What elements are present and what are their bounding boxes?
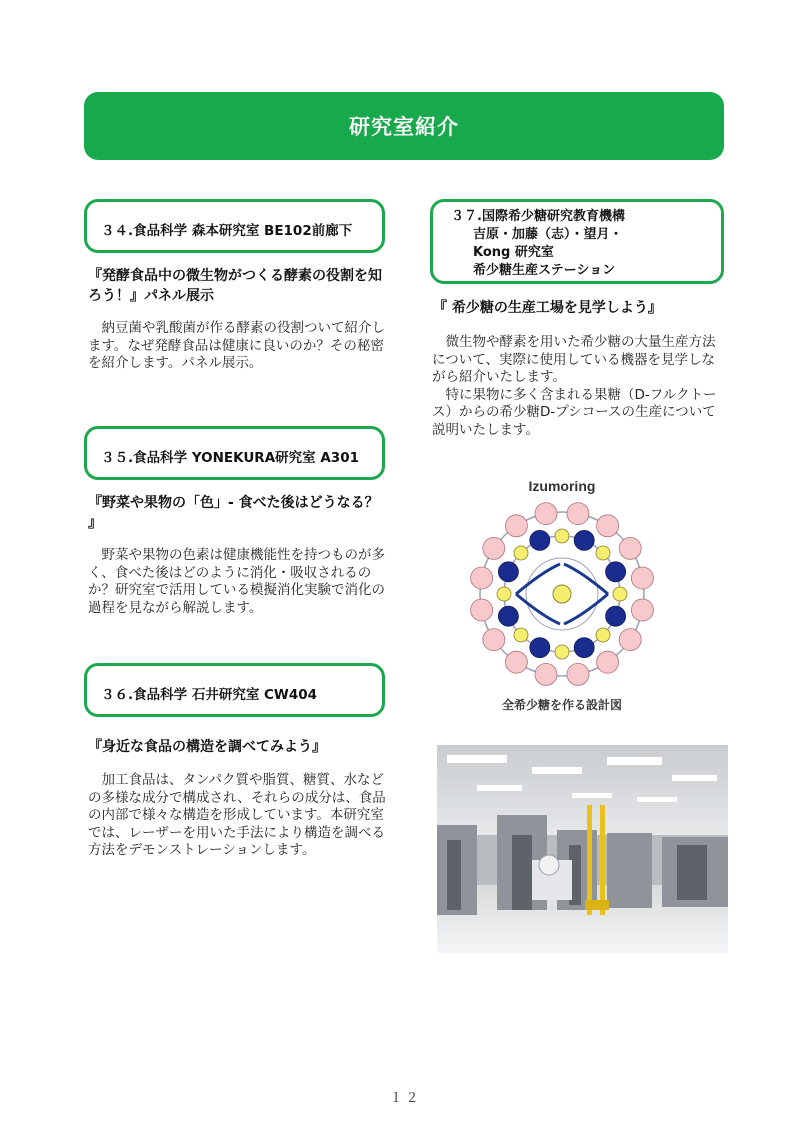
izumoring-title: Izumoring — [528, 478, 596, 494]
lab-heading-37-line1: ３７.国際希少糖研究教育機構 — [451, 209, 625, 224]
pink-node — [597, 515, 619, 537]
lab-subtitle-36: 『身近な食品の構造を調べてみよう』 — [88, 739, 326, 755]
izumoring-caption: 全希少糖を作る設計図 — [501, 698, 622, 712]
lab-description-34: 納豆菌や乳酸菌が作る酵素の役割ついて紹介します。なぜ発酵食品は健康に良いのか？その秘密を紹介します。パネル展示。 — [88, 320, 385, 371]
blue-node — [606, 562, 626, 582]
pink-node — [535, 663, 557, 685]
pink-node — [631, 567, 653, 589]
lab-heading-box-36 — [84, 663, 385, 717]
lab-description-35: 野菜や果物の色素は健康機能性を持つものが多く、食べた後はどのように消化・吸収されるのか？研究室で活用している模擬消化実験で消化の過程を見ながら解説します。 — [88, 547, 385, 616]
blue-node — [606, 606, 626, 626]
lab-heading-34: ３４.食品科学 森本研究室 BE102前廊下 — [101, 223, 353, 239]
pink-node — [597, 651, 619, 673]
blue-node — [498, 606, 518, 626]
page-number: １２ — [389, 1091, 422, 1106]
yellow-node — [596, 628, 610, 642]
lab-heading-36: ３６.食品科学 石井研究室 CW404 — [101, 687, 318, 703]
lab-heading-37-line4: 希少糖生産ステーション — [473, 263, 616, 278]
lab-heading-box-37 — [430, 199, 724, 284]
lab-heading-box-35 — [84, 426, 385, 480]
pink-node — [619, 629, 641, 651]
pink-node — [619, 537, 641, 559]
pink-node — [567, 503, 589, 525]
page-title-banner — [84, 92, 724, 160]
pink-node — [535, 503, 557, 525]
izumoring-diagram — [462, 494, 662, 694]
pink-node — [471, 567, 493, 589]
yellow-node — [555, 645, 569, 659]
yellow-node — [497, 587, 511, 601]
pink-node — [483, 629, 505, 651]
blue-node — [574, 530, 594, 550]
blue-node — [498, 562, 518, 582]
lab-heading-37-line2: 吉原・加藤（志）・望月・ — [473, 227, 623, 242]
izumoring-figure — [462, 472, 662, 717]
lab-subtitle-34: 『発酵食品中の微生物がつくる酵素の役割を知ろう！』パネル展示 — [88, 268, 382, 304]
blue-node — [530, 638, 550, 658]
lab-subtitle-35: 『野菜や果物の「色」- 食べた後はどうなる？ 』 — [88, 495, 379, 531]
lab-heading-37-line3: Kong 研究室 — [473, 245, 554, 260]
pink-node — [567, 663, 589, 685]
yellow-node — [596, 546, 610, 560]
lab-heading-35: ３５.食品科学 YONEKURA研究室 A301 — [101, 450, 359, 466]
lab-description-36: 加工食品は、タンパク質や脂質、糖質、水などの多様な成分で構成され、それらの成分は、食品の内部で様々な構造を形成しています。本研究室では、レーザーを用いた手法により構造を調べる方法をデモンストレーションします。 — [88, 772, 386, 858]
blue-node — [530, 530, 550, 550]
yellow-node — [514, 546, 528, 560]
lab-interior-image — [437, 745, 728, 953]
yellow-node — [613, 587, 627, 601]
yellow-node — [514, 628, 528, 642]
pink-node — [505, 651, 527, 673]
lab-description-37: 微生物や酵素を用いた希少糖の大量生産方法について、実際に使用している機器を見学しながら紹介いたします。 特に果物に多く含まれる果糖（D-フルクトース）からの希少糖D-プシコースの生産について説明いたします。 — [432, 334, 717, 438]
page-title: 研究室紹介 — [349, 115, 459, 139]
pink-node — [505, 515, 527, 537]
pink-node — [631, 599, 653, 621]
lab-heading-box-34 — [84, 199, 385, 253]
pink-node — [471, 599, 493, 621]
lab-subtitle-37: 『 希少糖の生産工場を見学しよう』 — [433, 300, 662, 316]
blue-node — [574, 638, 594, 658]
lab-photo — [437, 745, 728, 953]
yellow-node — [555, 529, 569, 543]
pink-node — [483, 537, 505, 559]
